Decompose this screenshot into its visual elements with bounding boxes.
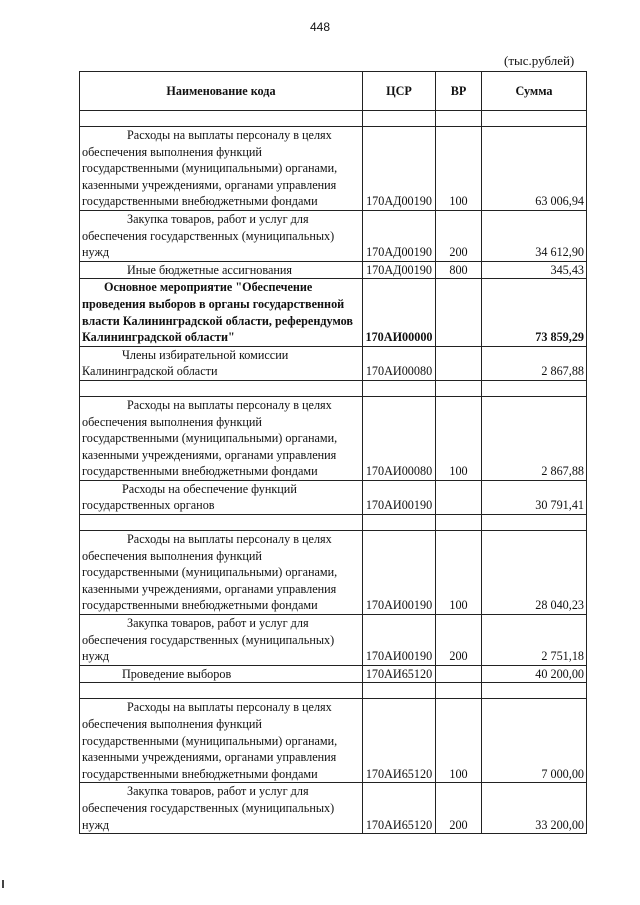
margin-tick-mark: [2, 880, 4, 888]
spacer-row: [80, 380, 587, 396]
row-name: Проведение выборов: [80, 665, 363, 683]
row-csr: 170АИ65120: [363, 665, 436, 683]
row-sum: 40 200,00: [482, 665, 587, 683]
row-csr: 170АД00190: [363, 210, 436, 261]
table-row: [80, 699, 587, 783]
table-row: [80, 210, 587, 261]
row-csr: 170АИ00000: [363, 279, 436, 346]
row-vr: [436, 346, 482, 380]
table-row: [80, 396, 587, 480]
row-sum: 34 612,90: [482, 210, 587, 261]
row-csr: 170АИ00080: [363, 346, 436, 380]
row-sum: 28 040,23: [482, 531, 587, 615]
row-sum: 7 000,00: [482, 699, 587, 783]
row-sum: 2 867,88: [482, 346, 587, 380]
row-csr: 170АИ65120: [363, 699, 436, 783]
row-name: Иные бюджетные ассигнования: [80, 261, 363, 279]
header-vr: ВР: [436, 72, 482, 111]
table-row: [80, 665, 587, 683]
row-vr: 100: [436, 699, 482, 783]
row-sum: 345,43: [482, 261, 587, 279]
row-name: Закупка товаров, работ и услуг для обеспечения государственных (муниципальных) нужд: [80, 210, 363, 261]
page-number: 448: [309, 20, 331, 34]
row-vr: 200: [436, 783, 482, 834]
row-vr: 100: [436, 127, 482, 211]
header-sum: Сумма: [482, 72, 587, 111]
row-vr: [436, 665, 482, 683]
row-sum: 73 859,29: [482, 279, 587, 346]
row-csr: 170АД00190: [363, 127, 436, 211]
row-vr: [436, 279, 482, 346]
row-sum: 63 006,94: [482, 127, 587, 211]
row-csr: 170АД00190: [363, 261, 436, 279]
row-sum: 33 200,00: [482, 783, 587, 834]
table-row: [80, 261, 587, 279]
table-row: [80, 127, 587, 211]
row-csr: 170АИ00190: [363, 531, 436, 615]
row-name: Расходы на выплаты персоналу в целях обеспечения выполнения функций государственными (муниципальными) органами, казенными учреждениями, органами управления государственными внебюджетными фондами: [80, 531, 363, 615]
row-name: Расходы на выплаты персоналу в целях обеспечения выполнения функций государственными (муниципальными) органами, казенными учреждениями, органами управления государственными внебюджетными фондами: [80, 699, 363, 783]
table-row-section: [80, 279, 587, 346]
row-name: Основное мероприятие "Обеспечение проведения выборов в органы государственной власти Калининградской области, референдумов Калининградской области": [80, 279, 363, 346]
row-csr: 170АИ65120: [363, 783, 436, 834]
spacer-row: [80, 683, 587, 699]
row-name: Закупка товаров, работ и услуг для обеспечения государственных (муниципальных) нужд: [80, 783, 363, 834]
row-vr: 100: [436, 396, 482, 480]
table-row: [80, 346, 587, 380]
table-row: [80, 531, 587, 615]
row-vr: 800: [436, 261, 482, 279]
row-name: Члены избирательной комиссии Калининградской области: [80, 346, 363, 380]
header-csr: ЦСР: [363, 72, 436, 111]
table-header-row: [80, 72, 587, 111]
table-row: [80, 615, 587, 666]
row-sum: 2 751,18: [482, 615, 587, 666]
row-name: Расходы на обеспечение функций государственных органов: [80, 480, 363, 514]
row-csr: 170АИ00080: [363, 396, 436, 480]
spacer-row: [80, 111, 587, 127]
units-label: (тыс.рублей): [504, 53, 575, 68]
row-csr: 170АИ00190: [363, 615, 436, 666]
budget-table: [79, 71, 587, 834]
row-name: Расходы на выплаты персоналу в целях обеспечения выполнения функций государственными (муниципальными) органами, казенными учреждениями, органами управления государственными внебюджетными фондами: [80, 396, 363, 480]
row-vr: 200: [436, 615, 482, 666]
row-name: Закупка товаров, работ и услуг для обеспечения государственных (муниципальных) нужд: [80, 615, 363, 666]
spacer-row: [80, 515, 587, 531]
row-vr: 100: [436, 531, 482, 615]
table-row: [80, 480, 587, 514]
row-vr: [436, 480, 482, 514]
row-vr: 200: [436, 210, 482, 261]
table-row: [80, 783, 587, 834]
row-sum: 30 791,41: [482, 480, 587, 514]
row-sum: 2 867,88: [482, 396, 587, 480]
row-csr: 170АИ00190: [363, 480, 436, 514]
header-name: Наименование кода: [80, 72, 363, 111]
row-name: Расходы на выплаты персоналу в целях обеспечения выполнения функций государственными (муниципальными) органами, казенными учреждениями, органами управления государственными внебюджетными фондами: [80, 127, 363, 211]
